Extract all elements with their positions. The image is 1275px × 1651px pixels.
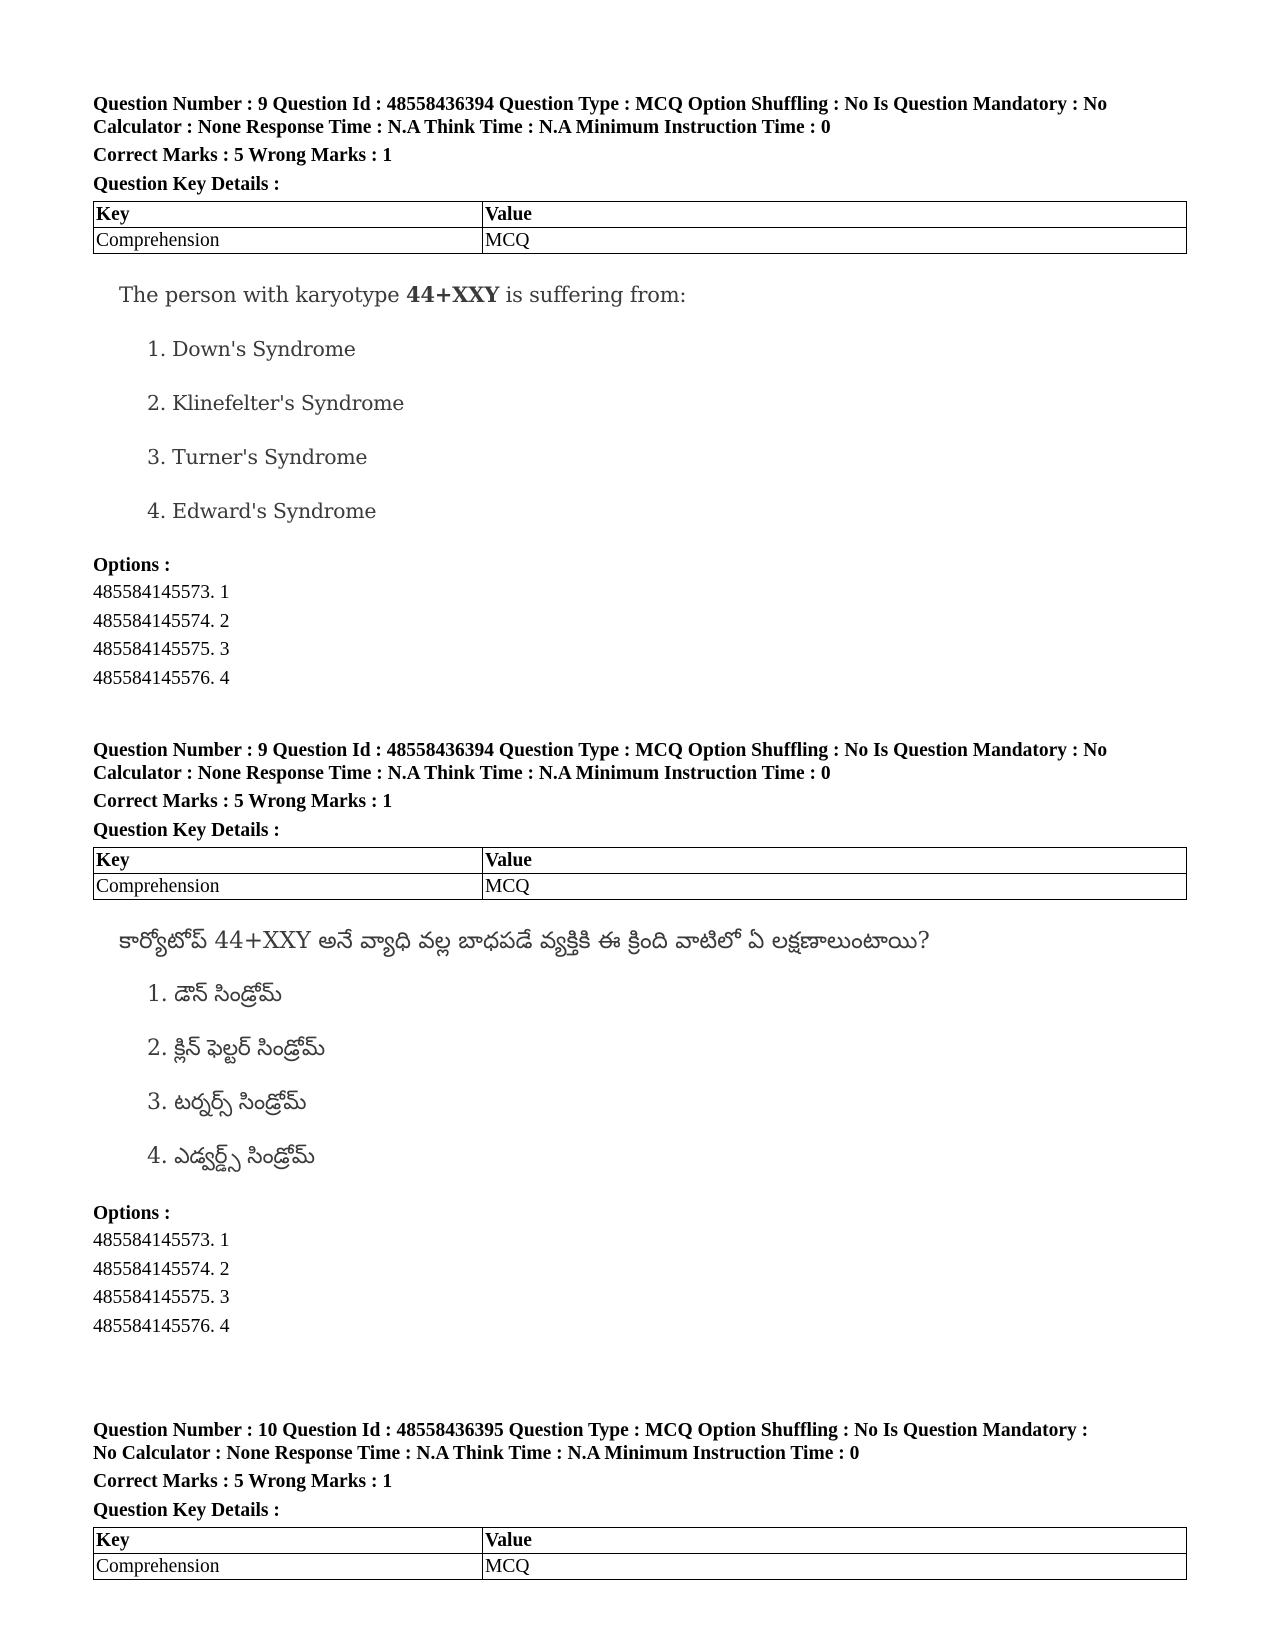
table-header-row	[94, 848, 1187, 874]
marks-line: Correct Marks : 5 Wrong Marks : 1	[93, 1471, 393, 1492]
option-id-list	[93, 1227, 1187, 1341]
option-id-list	[93, 579, 1187, 693]
question-option: 1. డౌన్ సిండ్రోమ్	[147, 982, 282, 1007]
question-option: 4. ఎడ్వర్డ్స్ సిండ్రోమ్	[147, 1144, 315, 1169]
question-option: 4. Edward's Syndrome	[147, 499, 377, 523]
table-header-row	[94, 1528, 1187, 1554]
question-meta-line: Question Number : 9 Question Id : 48558436394 Question Type : MCQ Option Shuffling : No Is Question Mandatory : No	[93, 740, 1108, 761]
question-meta-line: Question Number : 10 Question Id : 48558436395 Question Type : MCQ Option Shuffling : No Is Question Mandatory :	[93, 1420, 1089, 1441]
question-stem: The person with karyotype 44+XXY is suffering from:	[119, 282, 687, 307]
table-header-value: Value	[483, 1528, 1187, 1554]
option-id: 485584145573. 1	[93, 1230, 230, 1251]
question-image	[93, 926, 1187, 1172]
option-id: 485584145576. 4	[93, 1315, 230, 1337]
question-stem: కార్యోటోప్ 44+XXY అనే వ్యాధి వల్ల బాధపడే వ్యక్తికి ఈ క్రింది వాటిలో ఏ లక్షణాలుంటాయి?	[119, 928, 930, 954]
options-label: Options :	[93, 1203, 171, 1224]
key-details-label: Question Key Details :	[93, 1500, 280, 1521]
key-details-table	[93, 201, 1187, 254]
question-block-10	[93, 1419, 1187, 1580]
option-id: 485584145574. 2	[93, 1258, 230, 1280]
question-block-9-english	[93, 93, 1187, 693]
key-details-label: Question Key Details :	[93, 174, 280, 195]
question-option: 3. టర్నర్స్ సిండ్రోమ్	[147, 1090, 307, 1115]
table-cell-key: Comprehension	[94, 1554, 483, 1580]
table-header-row	[94, 202, 1187, 228]
table-row	[94, 228, 1187, 254]
table-cell-value: MCQ	[483, 228, 1187, 254]
option-id: 485584145573. 1	[93, 582, 230, 603]
option-id: 485584145575. 3	[93, 639, 230, 660]
table-cell-value: MCQ	[483, 874, 1187, 900]
table-header-key: Key	[94, 202, 483, 228]
option-id: 485584145574. 2	[93, 610, 230, 632]
table-cell-key: Comprehension	[94, 874, 483, 900]
key-details-label: Question Key Details :	[93, 820, 280, 841]
karyotype-bold: 44+XXY	[405, 282, 500, 307]
options-label: Options :	[93, 555, 171, 576]
question-option: 3. Turner's Syndrome	[147, 445, 368, 469]
option-id: 485584145575. 3	[93, 1287, 230, 1308]
table-header-key: Key	[94, 1528, 483, 1554]
marks-line: Correct Marks : 5 Wrong Marks : 1	[93, 145, 393, 166]
table-row	[94, 1554, 1187, 1580]
question-block-9-telugu	[93, 739, 1187, 1341]
table-cell-key: Comprehension	[94, 228, 483, 254]
question-meta-line: Calculator : None Response Time : N.A Think Time : N.A Minimum Instruction Time : 0	[93, 117, 831, 138]
table-row	[94, 874, 1187, 900]
table-header-value: Value	[483, 848, 1187, 874]
table-cell-value: MCQ	[483, 1554, 1187, 1580]
key-details-table	[93, 847, 1187, 900]
question-meta-line: No Calculator : None Response Time : N.A Think Time : N.A Minimum Instruction Time : 0	[93, 1443, 860, 1464]
option-id: 485584145576. 4	[93, 667, 230, 689]
question-image	[93, 282, 1187, 524]
table-header-value: Value	[483, 202, 1187, 228]
question-meta-line: Calculator : None Response Time : N.A Think Time : N.A Minimum Instruction Time : 0	[93, 763, 831, 784]
question-option: 1. Down's Syndrome	[147, 337, 356, 361]
table-header-key: Key	[94, 848, 483, 874]
question-option: 2. క్లిన్ ఫెల్టర్ సిండ్రోమ్	[147, 1036, 325, 1061]
key-details-table	[93, 1527, 1187, 1580]
question-option: 2. Klinefelter's Syndrome	[147, 391, 405, 415]
question-meta-line: Question Number : 9 Question Id : 48558436394 Question Type : MCQ Option Shuffling : No Is Question Mandatory : No	[93, 94, 1108, 115]
marks-line: Correct Marks : 5 Wrong Marks : 1	[93, 791, 393, 812]
